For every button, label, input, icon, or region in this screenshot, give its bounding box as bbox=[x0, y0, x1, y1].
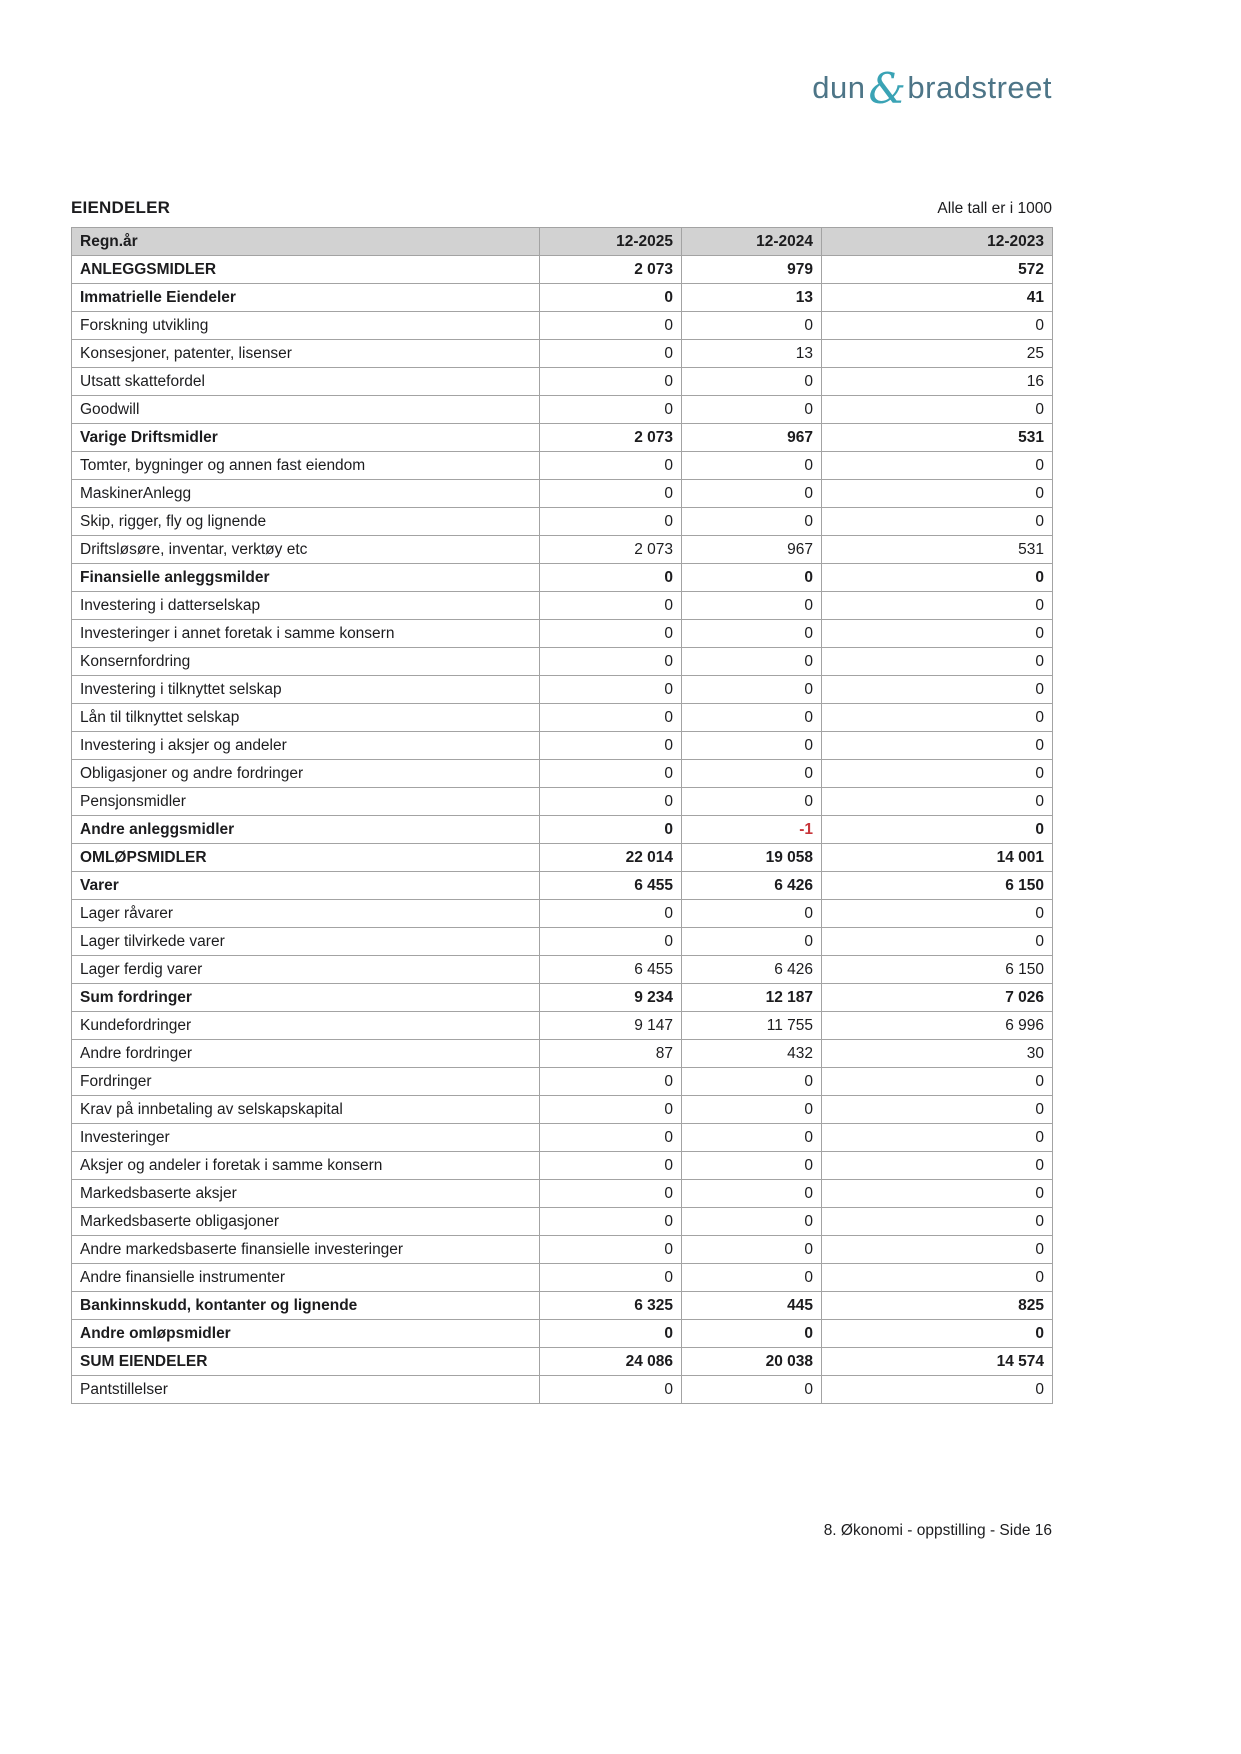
table-row bbox=[72, 620, 1053, 648]
row-label: SUM EIENDELER bbox=[72, 1348, 540, 1376]
row-value: 0 bbox=[540, 1180, 682, 1208]
table-row bbox=[72, 340, 1053, 368]
row-value: 0 bbox=[682, 928, 822, 956]
table-row bbox=[72, 732, 1053, 760]
table-row bbox=[72, 1376, 1053, 1404]
row-value: 0 bbox=[540, 704, 682, 732]
table-row bbox=[72, 760, 1053, 788]
row-label: Andre anleggsmidler bbox=[72, 816, 540, 844]
row-label: Varige Driftsmidler bbox=[72, 424, 540, 452]
row-label: Andre omløpsmidler bbox=[72, 1320, 540, 1348]
row-label: Aksjer og andeler i foretak i samme konsern bbox=[72, 1152, 540, 1180]
row-value: 0 bbox=[682, 620, 822, 648]
row-value: 0 bbox=[682, 1068, 822, 1096]
column-header-regnar: Regn.år bbox=[72, 228, 540, 256]
row-value: 0 bbox=[540, 564, 682, 592]
row-value: 0 bbox=[682, 648, 822, 676]
document-page bbox=[71, 0, 1052, 1540]
row-value: 30 bbox=[822, 1040, 1053, 1068]
row-label: Immatrielle Eiendeler bbox=[72, 284, 540, 312]
column-header-12-2024: 12-2024 bbox=[682, 228, 822, 256]
row-label: Pantstillelser bbox=[72, 1376, 540, 1404]
row-value: 0 bbox=[682, 900, 822, 928]
units-note: Alle tall er i 1000 bbox=[937, 200, 1052, 217]
row-value: 24 086 bbox=[540, 1348, 682, 1376]
row-value: 0 bbox=[540, 1124, 682, 1152]
row-value: 6 426 bbox=[682, 956, 822, 984]
row-value: 0 bbox=[822, 1320, 1053, 1348]
row-value: 2 073 bbox=[540, 536, 682, 564]
row-label: Lager ferdig varer bbox=[72, 956, 540, 984]
row-value: 0 bbox=[540, 1096, 682, 1124]
table-row bbox=[72, 508, 1053, 536]
row-value: 6 426 bbox=[682, 872, 822, 900]
row-value: 2 073 bbox=[540, 256, 682, 284]
column-header-12-2023: 12-2023 bbox=[822, 228, 1053, 256]
row-label: Investeringer bbox=[72, 1124, 540, 1152]
row-label: Krav på innbetaling av selskapskapital bbox=[72, 1096, 540, 1124]
row-value: 0 bbox=[540, 900, 682, 928]
row-value: 0 bbox=[540, 340, 682, 368]
table-row bbox=[72, 900, 1053, 928]
row-value: 0 bbox=[822, 396, 1053, 424]
table-row bbox=[72, 1040, 1053, 1068]
row-value: 0 bbox=[682, 704, 822, 732]
table-row bbox=[72, 592, 1053, 620]
row-value: 6 455 bbox=[540, 872, 682, 900]
row-value: 967 bbox=[682, 424, 822, 452]
row-label: Driftsløsøre, inventar, verktøy etc bbox=[72, 536, 540, 564]
row-value: 0 bbox=[682, 564, 822, 592]
row-value: 6 996 bbox=[822, 1012, 1053, 1040]
table-row bbox=[72, 872, 1053, 900]
row-value: 0 bbox=[540, 508, 682, 536]
table-row bbox=[72, 480, 1053, 508]
row-value: 0 bbox=[540, 760, 682, 788]
row-value: 0 bbox=[682, 1320, 822, 1348]
row-value: 0 bbox=[540, 592, 682, 620]
row-value: 0 bbox=[682, 1152, 822, 1180]
row-value: 0 bbox=[540, 480, 682, 508]
table-row bbox=[72, 1348, 1053, 1376]
row-label: Varer bbox=[72, 872, 540, 900]
section-title: EIENDELER bbox=[71, 198, 171, 217]
row-value: 12 187 bbox=[682, 984, 822, 1012]
table-row bbox=[72, 788, 1053, 816]
row-value: 9 234 bbox=[540, 984, 682, 1012]
row-label: Markedsbaserte aksjer bbox=[72, 1180, 540, 1208]
row-value: 0 bbox=[540, 788, 682, 816]
logo-word-dun: dun bbox=[812, 70, 866, 105]
row-value: 22 014 bbox=[540, 844, 682, 872]
table-row bbox=[72, 676, 1053, 704]
row-value: 13 bbox=[682, 284, 822, 312]
row-value: 0 bbox=[682, 1124, 822, 1152]
logo-row bbox=[71, 0, 1052, 113]
page-footer: 8. Økonomi - oppstilling - Side 16 bbox=[823, 1522, 1052, 1539]
row-value: 0 bbox=[682, 508, 822, 536]
row-label: Andre finansielle instrumenter bbox=[72, 1264, 540, 1292]
row-value: 0 bbox=[822, 1236, 1053, 1264]
table-row bbox=[72, 424, 1053, 452]
row-label: Utsatt skattefordel bbox=[72, 368, 540, 396]
row-value: 0 bbox=[540, 1152, 682, 1180]
row-value: 0 bbox=[822, 1180, 1053, 1208]
row-label: Bankinnskudd, kontanter og lignende bbox=[72, 1292, 540, 1320]
row-value: 20 038 bbox=[682, 1348, 822, 1376]
row-label: Finansielle anleggsmilder bbox=[72, 564, 540, 592]
row-label: Lager råvarer bbox=[72, 900, 540, 928]
row-label: Andre markedsbaserte finansielle investeringer bbox=[72, 1236, 540, 1264]
table-row bbox=[72, 1096, 1053, 1124]
row-value: 0 bbox=[822, 312, 1053, 340]
row-value: 0 bbox=[682, 1096, 822, 1124]
row-value: 0 bbox=[540, 284, 682, 312]
row-value: 0 bbox=[822, 704, 1053, 732]
row-label: ANLEGGSMIDLER bbox=[72, 256, 540, 284]
row-value: 6 325 bbox=[540, 1292, 682, 1320]
row-label: Investering i datterselskap bbox=[72, 592, 540, 620]
row-value: 0 bbox=[540, 452, 682, 480]
row-value: 0 bbox=[822, 676, 1053, 704]
row-label: MaskinerAnlegg bbox=[72, 480, 540, 508]
table-row bbox=[72, 368, 1053, 396]
table-row bbox=[72, 536, 1053, 564]
logo-word-bradstreet: bradstreet bbox=[907, 70, 1052, 105]
row-value: 0 bbox=[682, 1236, 822, 1264]
row-label: Goodwill bbox=[72, 396, 540, 424]
row-label: Konsesjoner, patenter, lisenser bbox=[72, 340, 540, 368]
row-value: 0 bbox=[682, 732, 822, 760]
row-value: 0 bbox=[682, 1180, 822, 1208]
row-value: 531 bbox=[822, 536, 1053, 564]
row-label: Andre fordringer bbox=[72, 1040, 540, 1068]
row-value: 0 bbox=[540, 648, 682, 676]
row-value: 0 bbox=[822, 592, 1053, 620]
row-value: 0 bbox=[822, 508, 1053, 536]
row-value: 0 bbox=[822, 1096, 1053, 1124]
row-value: 0 bbox=[822, 900, 1053, 928]
row-value: 0 bbox=[822, 732, 1053, 760]
row-value: -1 bbox=[682, 816, 822, 844]
row-value: 0 bbox=[822, 816, 1053, 844]
row-value: 7 026 bbox=[822, 984, 1053, 1012]
row-label: Sum fordringer bbox=[72, 984, 540, 1012]
table-row bbox=[72, 256, 1053, 284]
row-value: 41 bbox=[822, 284, 1053, 312]
row-value: 979 bbox=[682, 256, 822, 284]
row-value: 572 bbox=[822, 256, 1053, 284]
row-label: Investering i tilknyttet selskap bbox=[72, 676, 540, 704]
row-value: 0 bbox=[682, 1376, 822, 1404]
row-value: 0 bbox=[540, 1068, 682, 1096]
column-header-12-2025: 12-2025 bbox=[540, 228, 682, 256]
row-label: Kundefordringer bbox=[72, 1012, 540, 1040]
row-label: Investeringer i annet foretak i samme konsern bbox=[72, 620, 540, 648]
row-value: 0 bbox=[822, 1124, 1053, 1152]
row-value: 0 bbox=[822, 620, 1053, 648]
row-value: 0 bbox=[682, 592, 822, 620]
row-value: 0 bbox=[540, 312, 682, 340]
table-header-row bbox=[72, 228, 1053, 256]
row-value: 0 bbox=[822, 928, 1053, 956]
table-row bbox=[72, 1292, 1053, 1320]
table-row bbox=[72, 1124, 1053, 1152]
table-row bbox=[72, 1180, 1053, 1208]
row-label: Tomter, bygninger og annen fast eiendom bbox=[72, 452, 540, 480]
table-row bbox=[72, 844, 1053, 872]
row-label: Pensjonsmidler bbox=[72, 788, 540, 816]
row-value: 967 bbox=[682, 536, 822, 564]
row-value: 0 bbox=[540, 1236, 682, 1264]
table-row bbox=[72, 956, 1053, 984]
row-value: 14 574 bbox=[822, 1348, 1053, 1376]
row-label: Markedsbaserte obligasjoner bbox=[72, 1208, 540, 1236]
row-value: 0 bbox=[682, 312, 822, 340]
row-value: 0 bbox=[822, 760, 1053, 788]
table-row bbox=[72, 1152, 1053, 1180]
row-label: OMLØPSMIDLER bbox=[72, 844, 540, 872]
row-value: 0 bbox=[682, 480, 822, 508]
row-label: Forskning utvikling bbox=[72, 312, 540, 340]
row-label: Skip, rigger, fly og lignende bbox=[72, 508, 540, 536]
assets-table bbox=[71, 227, 1053, 1404]
row-value: 0 bbox=[682, 676, 822, 704]
table-row bbox=[72, 284, 1053, 312]
row-value: 0 bbox=[822, 480, 1053, 508]
table-row bbox=[72, 1208, 1053, 1236]
row-value: 0 bbox=[540, 1320, 682, 1348]
row-value: 11 755 bbox=[682, 1012, 822, 1040]
title-row bbox=[71, 198, 1052, 218]
row-label: Lån til tilknyttet selskap bbox=[72, 704, 540, 732]
row-value: 0 bbox=[682, 396, 822, 424]
row-value: 0 bbox=[540, 620, 682, 648]
row-value: 25 bbox=[822, 340, 1053, 368]
row-value: 16 bbox=[822, 368, 1053, 396]
table-row bbox=[72, 312, 1053, 340]
row-value: 0 bbox=[822, 452, 1053, 480]
row-value: 0 bbox=[682, 368, 822, 396]
row-value: 0 bbox=[540, 1264, 682, 1292]
table-row bbox=[72, 816, 1053, 844]
row-label: Investering i aksjer og andeler bbox=[72, 732, 540, 760]
table-row bbox=[72, 564, 1053, 592]
dun-bradstreet-logo bbox=[812, 64, 1052, 113]
row-value: 531 bbox=[822, 424, 1053, 452]
row-value: 0 bbox=[682, 1264, 822, 1292]
table-row bbox=[72, 648, 1053, 676]
row-value: 432 bbox=[682, 1040, 822, 1068]
row-value: 0 bbox=[822, 1376, 1053, 1404]
table-row bbox=[72, 1068, 1053, 1096]
row-value: 0 bbox=[682, 760, 822, 788]
table-row bbox=[72, 704, 1053, 732]
row-value: 825 bbox=[822, 1292, 1053, 1320]
row-value: 6 150 bbox=[822, 872, 1053, 900]
row-value: 19 058 bbox=[682, 844, 822, 872]
row-value: 0 bbox=[540, 816, 682, 844]
row-value: 0 bbox=[682, 788, 822, 816]
row-value: 0 bbox=[540, 732, 682, 760]
table-row bbox=[72, 1320, 1053, 1348]
table-row bbox=[72, 1264, 1053, 1292]
row-value: 6 150 bbox=[822, 956, 1053, 984]
row-value: 0 bbox=[682, 1208, 822, 1236]
row-value: 0 bbox=[540, 368, 682, 396]
row-value: 0 bbox=[540, 1208, 682, 1236]
table-row bbox=[72, 928, 1053, 956]
row-value: 13 bbox=[682, 340, 822, 368]
row-value: 0 bbox=[822, 648, 1053, 676]
row-value: 0 bbox=[822, 564, 1053, 592]
ampersand-icon: & bbox=[868, 64, 907, 113]
table-row bbox=[72, 1236, 1053, 1264]
row-value: 445 bbox=[682, 1292, 822, 1320]
row-value: 0 bbox=[822, 788, 1053, 816]
row-value: 6 455 bbox=[540, 956, 682, 984]
table-row bbox=[72, 396, 1053, 424]
row-value: 0 bbox=[822, 1152, 1053, 1180]
table-row bbox=[72, 452, 1053, 480]
row-label: Lager tilvirkede varer bbox=[72, 928, 540, 956]
row-label: Fordringer bbox=[72, 1068, 540, 1096]
row-value: 2 073 bbox=[540, 424, 682, 452]
table-row bbox=[72, 1012, 1053, 1040]
row-value: 0 bbox=[540, 676, 682, 704]
row-label: Obligasjoner og andre fordringer bbox=[72, 760, 540, 788]
row-value: 0 bbox=[682, 452, 822, 480]
row-value: 87 bbox=[540, 1040, 682, 1068]
row-value: 0 bbox=[822, 1208, 1053, 1236]
row-value: 9 147 bbox=[540, 1012, 682, 1040]
table-row bbox=[72, 984, 1053, 1012]
row-value: 0 bbox=[540, 928, 682, 956]
row-value: 0 bbox=[822, 1068, 1053, 1096]
row-value: 0 bbox=[822, 1264, 1053, 1292]
row-value: 0 bbox=[540, 396, 682, 424]
row-value: 0 bbox=[540, 1376, 682, 1404]
row-value: 14 001 bbox=[822, 844, 1053, 872]
row-label: Konsernfordring bbox=[72, 648, 540, 676]
